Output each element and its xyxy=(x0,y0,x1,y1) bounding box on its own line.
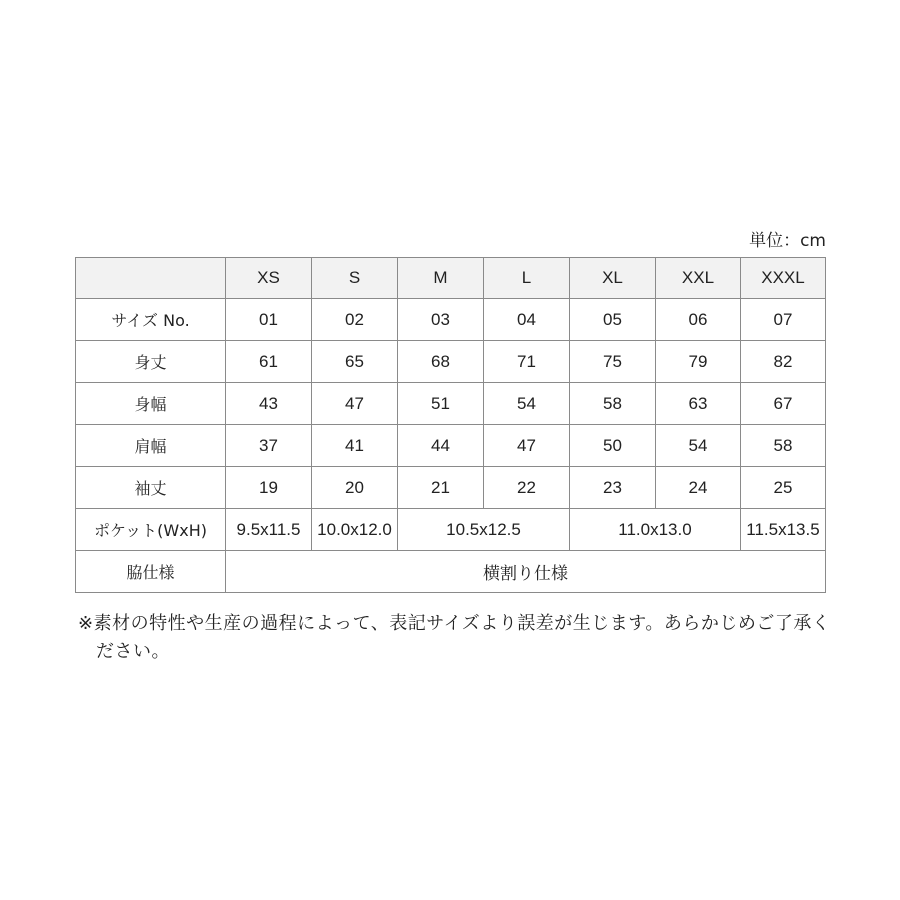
table-cell: 23 xyxy=(570,467,656,509)
table-cell: 9.5x11.5 xyxy=(226,509,312,551)
table-cell: 58 xyxy=(741,425,826,467)
header-row xyxy=(76,258,826,299)
table-cell: 10.0x12.0 xyxy=(312,509,398,551)
body-length-row xyxy=(76,341,826,383)
table-cell: 58 xyxy=(570,383,656,425)
table-cell: 11.0x13.0 xyxy=(570,509,741,551)
table-cell: 07 xyxy=(741,299,826,341)
size-header-xxl: XXL xyxy=(656,258,741,299)
size-header-xxxl: XXXL xyxy=(741,258,826,299)
table-cell: 44 xyxy=(398,425,484,467)
shoulder-width-row xyxy=(76,425,826,467)
size-number-row xyxy=(76,299,826,341)
table-cell: 47 xyxy=(484,425,570,467)
row-label: 身丈 xyxy=(76,341,226,383)
table-cell: 05 xyxy=(570,299,656,341)
sleeve-length-row xyxy=(76,467,826,509)
table-cell: 37 xyxy=(226,425,312,467)
table-cell: 61 xyxy=(226,341,312,383)
table-cell: 54 xyxy=(484,383,570,425)
table-cell: 75 xyxy=(570,341,656,383)
table-cell: 21 xyxy=(398,467,484,509)
table-cell: 63 xyxy=(656,383,741,425)
table-cell: 04 xyxy=(484,299,570,341)
row-label: 身幅 xyxy=(76,383,226,425)
side-spec-row xyxy=(76,551,826,593)
size-header-s: S xyxy=(312,258,398,299)
table-cell: 横割り仕様 xyxy=(226,551,826,593)
table-cell: 51 xyxy=(398,383,484,425)
disclaimer-note: ※素材の特性や生産の過程によって、表記サイズより誤差が生じます。あらかじめご了承ください。 xyxy=(78,613,831,662)
table-cell: 41 xyxy=(312,425,398,467)
row-label: ポケット(WxH) xyxy=(76,509,226,551)
size-header-xl: XL xyxy=(570,258,656,299)
table-cell: 10.5x12.5 xyxy=(398,509,570,551)
row-label: 肩幅 xyxy=(76,425,226,467)
table-cell: 19 xyxy=(226,467,312,509)
unit-label: 単位：cm xyxy=(749,231,826,251)
size-header-l: L xyxy=(484,258,570,299)
size-table xyxy=(75,257,826,593)
table-cell: 01 xyxy=(226,299,312,341)
table-cell: 50 xyxy=(570,425,656,467)
table-cell: 24 xyxy=(656,467,741,509)
table-cell: 02 xyxy=(312,299,398,341)
table-cell: 25 xyxy=(741,467,826,509)
corner-cell xyxy=(76,258,226,299)
table-cell: 43 xyxy=(226,383,312,425)
table-cell: 71 xyxy=(484,341,570,383)
table-cell: 03 xyxy=(398,299,484,341)
table-cell: 20 xyxy=(312,467,398,509)
body-width-row xyxy=(76,383,826,425)
size-header-m: M xyxy=(398,258,484,299)
table-cell: 79 xyxy=(656,341,741,383)
table-cell: 54 xyxy=(656,425,741,467)
table-cell: 06 xyxy=(656,299,741,341)
table-cell: 82 xyxy=(741,341,826,383)
table-cell: 67 xyxy=(741,383,826,425)
row-label: サイズ No. xyxy=(76,299,226,341)
pocket-row xyxy=(76,509,826,551)
table-cell: 47 xyxy=(312,383,398,425)
row-label: 袖丈 xyxy=(76,467,226,509)
table-cell: 22 xyxy=(484,467,570,509)
table-cell: 11.5x13.5 xyxy=(741,509,826,551)
row-label: 脇仕様 xyxy=(76,551,226,593)
size-header-xs: XS xyxy=(226,258,312,299)
table-cell: 65 xyxy=(312,341,398,383)
table-cell: 68 xyxy=(398,341,484,383)
